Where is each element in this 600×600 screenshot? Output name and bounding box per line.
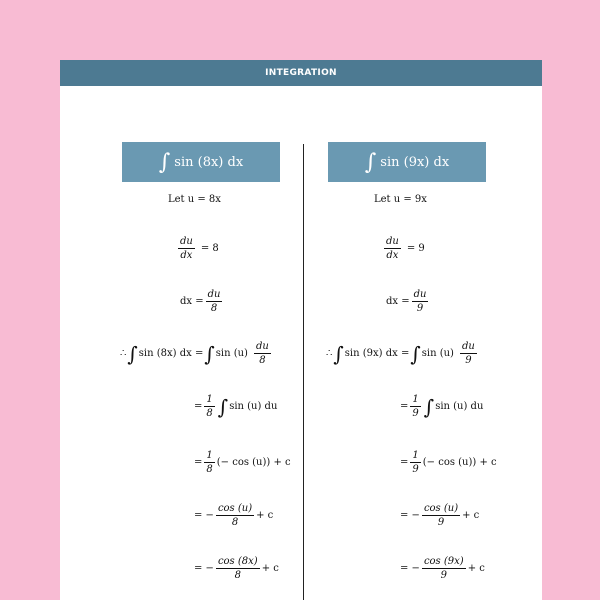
right-column	[60, 60, 542, 600]
right-step4-fraction: $\frac{\cos (u)}{9}$	[423, 503, 459, 528]
integral-sign-icon: ∫	[158, 149, 171, 175]
right-dudx-line	[382, 236, 425, 261]
left-step2-fraction: $\frac{1}{8}$	[206, 394, 213, 419]
right-dudx-value: = 9	[406, 243, 425, 254]
integral-sign-icon: ∫	[364, 149, 377, 175]
left-dudx-fraction: $\frac{du}{dx}$	[180, 236, 193, 261]
right-step2-fraction: $\frac{1}{9}$	[412, 394, 419, 419]
left-step1: ∴ ∫ sin (8x) dx = ∫ sin (u) $\frac{du}{8}$	[120, 341, 269, 366]
left-step3: = $\frac{1}{8}$ (− cos (u)) + c	[194, 450, 291, 475]
right-step5-fraction: $\frac{\cos (9x)}{9}$	[423, 556, 464, 581]
left-step1-fraction: $\frac{du}{8}$	[255, 341, 269, 366]
right-substitution: Let u = 9x	[374, 194, 427, 205]
right-let-line	[374, 194, 427, 205]
right-step3-fraction: $\frac{1}{9}$	[412, 450, 419, 475]
right-step4: = − $\frac{\cos (u)}{9}$ + c	[400, 503, 480, 528]
left-substitution: Let u = 8x	[168, 194, 221, 205]
integral-sign-icon: ∫	[127, 341, 138, 366]
integral-sign-icon: ∫	[410, 341, 421, 366]
integral-sign-icon: ∫	[204, 341, 215, 366]
worksheet-title: INTEGRATION	[265, 68, 337, 78]
right-title-expression: sin (9x) dx	[380, 154, 450, 170]
right-dx-line: dx = $\frac{du}{9}$	[386, 289, 427, 314]
right-step5: = − $\frac{\cos (9x)}{9}$ + c	[400, 556, 485, 581]
integral-sign-icon: ∫	[217, 394, 229, 419]
right-integral-title	[328, 142, 486, 182]
left-dx-line: dx = $\frac{du}{8}$	[180, 289, 221, 314]
left-title-expression: sin (8x) dx	[174, 154, 244, 170]
left-step4: = − $\frac{\cos (u)}{8}$ + c	[194, 503, 274, 528]
left-step3-fraction: $\frac{1}{8}$	[206, 450, 213, 475]
left-step4-fraction: $\frac{\cos (u)}{8}$	[217, 503, 253, 528]
right-step1-fraction: $\frac{du}{9}$	[461, 341, 475, 366]
integral-sign-icon: ∫	[333, 341, 344, 366]
right-step2: = $\frac{1}{9}$ ∫ sin (u) du	[400, 394, 484, 419]
left-step5: = − $\frac{\cos (8x)}{8}$ + c	[194, 556, 279, 581]
right-step3: = $\frac{1}{9}$ (− cos (u)) + c	[400, 450, 497, 475]
integral-sign-icon: ∫	[423, 394, 435, 419]
right-step1: ∴ ∫ sin (9x) dx = ∫ sin (u) $\frac{du}{9}$	[326, 341, 475, 366]
left-step5-fraction: $\frac{\cos (8x)}{8}$	[217, 556, 258, 581]
left-step2: = $\frac{1}{8}$ ∫ sin (u) du	[194, 394, 278, 419]
right-dx-fraction: $\frac{du}{9}$	[413, 289, 427, 314]
left-dudx-value: = 8	[200, 243, 219, 254]
left-dx-fraction: $\frac{du}{8}$	[207, 289, 221, 314]
worksheet	[60, 60, 542, 600]
right-dudx-fraction: $\frac{du}{dx}$	[386, 236, 399, 261]
